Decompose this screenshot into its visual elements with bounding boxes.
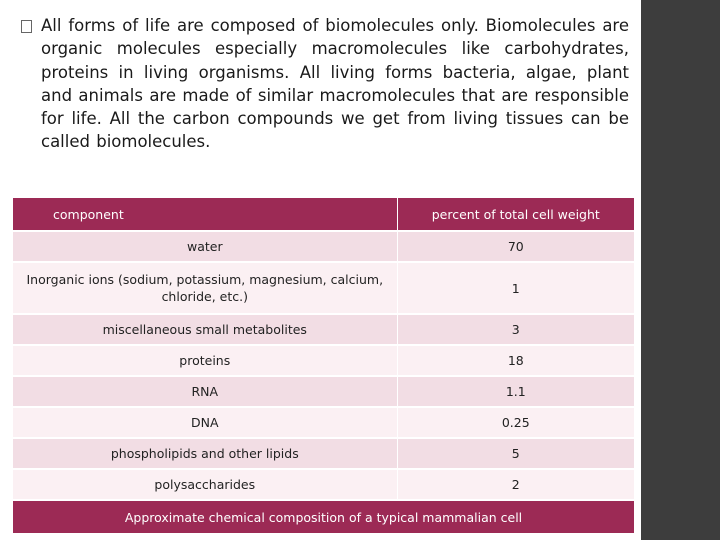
cell-percent: 18 xyxy=(398,346,634,375)
table-row xyxy=(13,232,634,261)
intro-paragraph: All forms of life are composed of biomolecules only. Biomolecules are organic molecules especially macromolecules like carbohydrates, proteins in living organisms. All living forms bacteria, algae, plant and animals are made of similar macromolecules that are responsible for life. All the carbon compounds we get from living tissues can be called biomolecules. xyxy=(41,16,629,152)
table-row xyxy=(13,263,634,313)
cell-component: proteins xyxy=(13,346,397,375)
bullet-box-icon xyxy=(21,20,32,33)
cell-component: miscellaneous small metabolites xyxy=(13,315,397,344)
table-caption-row xyxy=(13,501,634,533)
table-row xyxy=(13,377,634,406)
cell-percent: 70 xyxy=(398,232,634,261)
cell-component: polysaccharides xyxy=(13,470,397,499)
table-row xyxy=(13,439,634,468)
cell-percent: 5 xyxy=(398,439,634,468)
header-percent: percent of total cell weight xyxy=(398,198,634,230)
table-row xyxy=(13,408,634,437)
cell-percent: 0.25 xyxy=(398,408,634,437)
header-component: component xyxy=(13,198,397,230)
cell-component: Inorganic ions (sodium, potassium, magnesium, calcium, chloride, etc.) xyxy=(13,263,397,313)
cell-component: water xyxy=(13,232,397,261)
cell-component: DNA xyxy=(13,408,397,437)
decorative-side-band xyxy=(641,0,720,540)
cell-percent: 1.1 xyxy=(398,377,634,406)
table-row xyxy=(13,315,634,344)
table-caption: Approximate chemical composition of a typical mammalian cell xyxy=(13,501,634,533)
table-header-row xyxy=(13,198,634,230)
cell-component: RNA xyxy=(13,377,397,406)
table-row xyxy=(13,346,634,375)
cell-percent: 2 xyxy=(398,470,634,499)
table-row xyxy=(13,470,634,499)
cell-component: phospholipids and other lipids xyxy=(13,439,397,468)
cell-percent: 3 xyxy=(398,315,634,344)
cell-percent: 1 xyxy=(398,263,634,313)
composition-table xyxy=(12,196,635,535)
